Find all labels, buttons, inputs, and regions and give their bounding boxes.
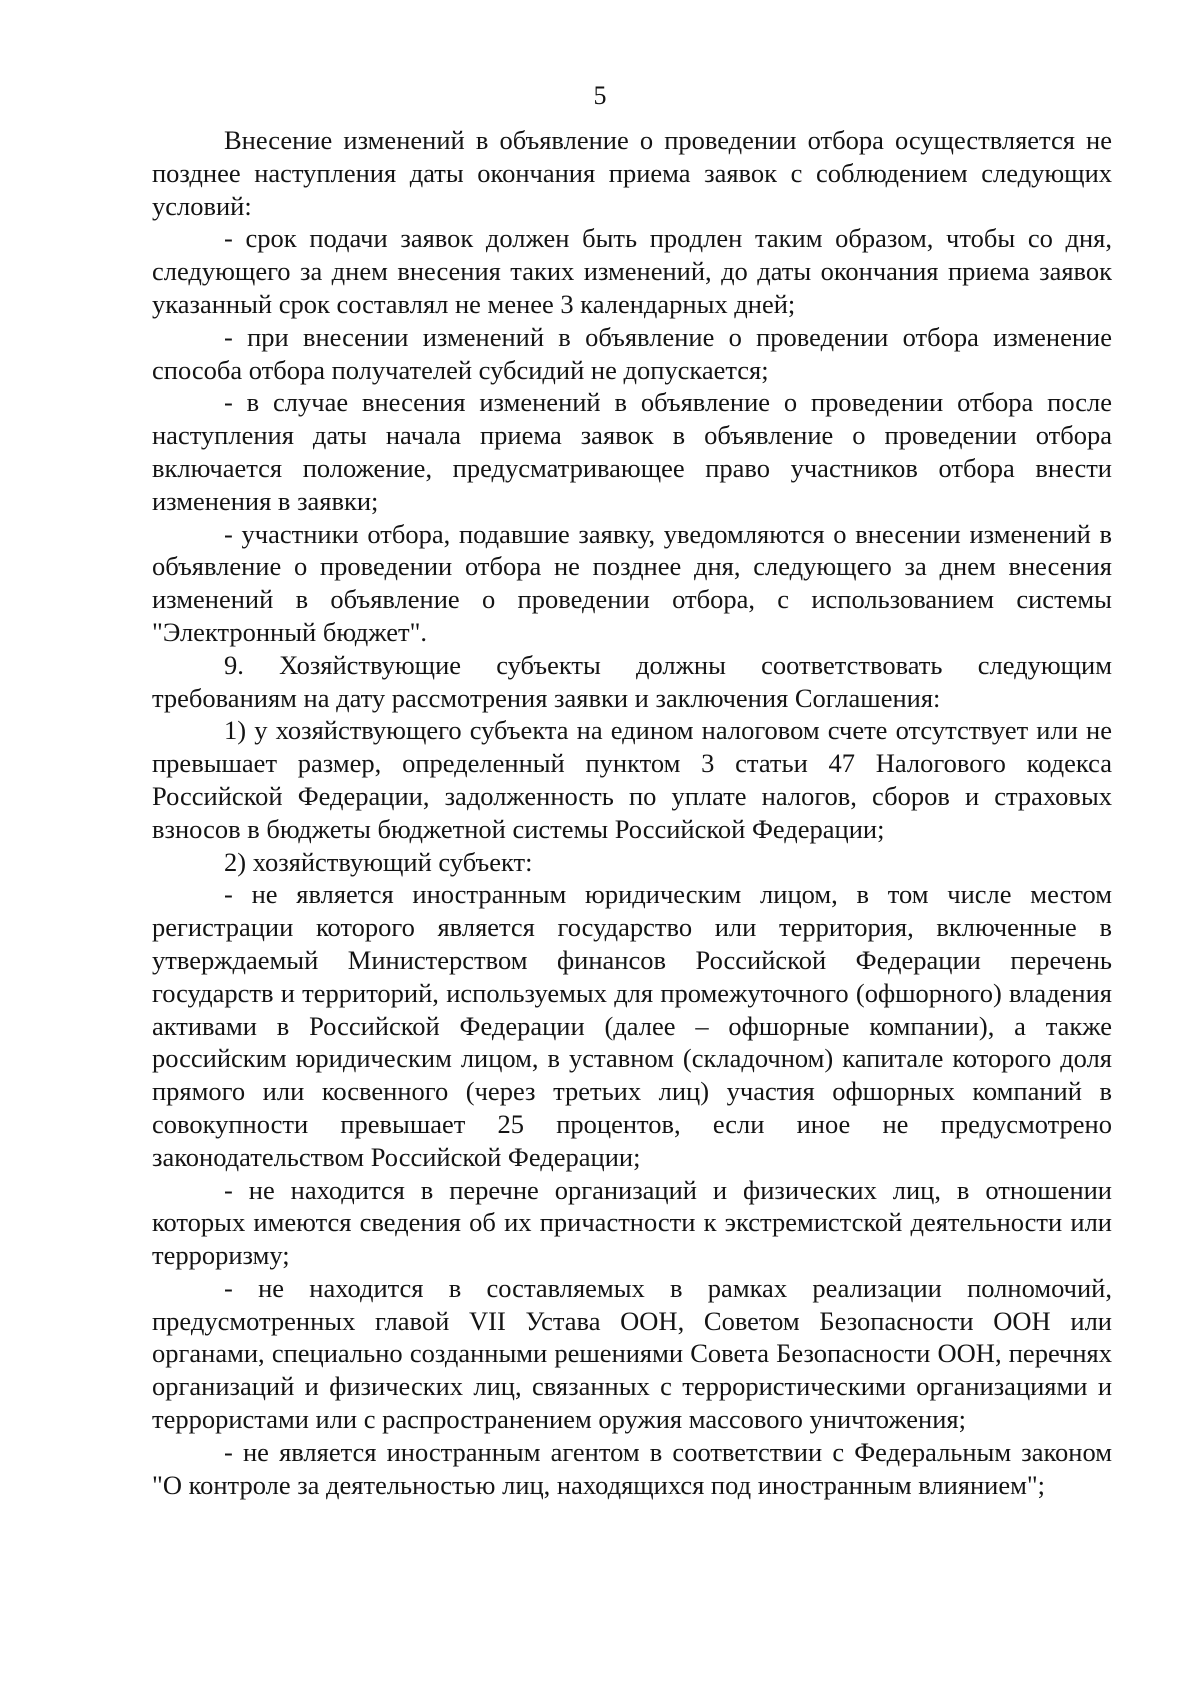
paragraph-not-extremism-list: - не находится в перечне организаций и физических лиц, в отношении которых имеются сведения об их причастности к экстремистской деятельности или терроризму;: [152, 1174, 1112, 1271]
page-number: 5: [593, 81, 607, 110]
paragraph-application-changes-right: - в случае внесения изменений в объявление о проведении отбора после наступления даты начала приема заявок в объявление о проведении отбора включается положение, предусматривающее право участников отбора внести изменения в заявки;: [152, 387, 1112, 516]
paragraph-notice-changes-intro: Внесение изменений в объявление о проведении отбора осуществляется не позднее наступления даты окончания приема заявок с соблюдением следующих условий:: [152, 125, 1112, 221]
paragraph-deadline-extension: - срок подачи заявок должен быть продлен таким образом, чтобы со дня, следующего за днем внесения таких изменений, до даты окончания приема заявок указанный срок составлял не менее 3 календарных дней;: [152, 223, 1112, 319]
document-body: [152, 124, 1112, 1501]
paragraph-subitem-2-header: 2) хозяйствующий субъект:: [224, 846, 533, 877]
paragraph-item-9-requirements: 9. Хозяйствующие субъекты должны соответствовать следующим требованиям на дату рассмотрения заявки и заключения Соглашения:: [152, 649, 1112, 713]
paragraph-not-foreign-agent: - не является иностранным агентом в соответствии с Федеральным законом "О контроле за деятельностью лиц, находящихся под иностранным влиянием";: [152, 1436, 1112, 1500]
paragraph-subitem-1-tax-debt: 1) у хозяйствующего субъекта на едином налоговом счете отсутствует или не превышает размер, определенный пунктом 3 статьи 47 Налогового кодекса Российской Федерации, задолженность по уплате налогов, сборов и страховых взносов в бюджеты бюджетной системы Российской Федерации;: [152, 715, 1112, 844]
paragraph-participants-notification: - участники отбора, подавшие заявку, уведомляются о внесении изменений в объявление о проведении отбора не позднее дня, следующего за днем внесения изменений в объявление о проведении отбора, с использованием системы "Электронный бюджет".: [152, 518, 1112, 647]
paragraph-method-change-prohibited: - при внесении изменений в объявление о проведении отбора изменение способа отбора получателей субсидий не допускается;: [152, 321, 1112, 385]
paragraph-not-foreign-entity: - не является иностранным юридическим лицом, в том числе местом регистрации которого является государство или территория, включенные в утверждаемый Министерством финансов Российской Федерации перечень государств и территорий, используемых для промежуточного (офшорного) владения активами в Российской Федерации (далее – офшорные компании), а также российским юридическим лицом, в уставном (складочном) капитале которого доля прямого или косвенного (через третьих лиц) участия офшорных компаний в совокупности превышает 25 процентов, если иное не предусмотрено законодательством Российской Федерации;: [152, 879, 1112, 1172]
paragraph-not-un-sanctions-list: - не находится в составляемых в рамках реализации полномочий, предусмотренных главой VII Устава ООН, Советом Безопасности ООН или органами, специально созданными решениями Совета Безопасности ООН, перечнях организаций и физических лиц, связанных с террористическими организациями и террористами или с распространением оружия массового уничтожения;: [152, 1272, 1112, 1435]
